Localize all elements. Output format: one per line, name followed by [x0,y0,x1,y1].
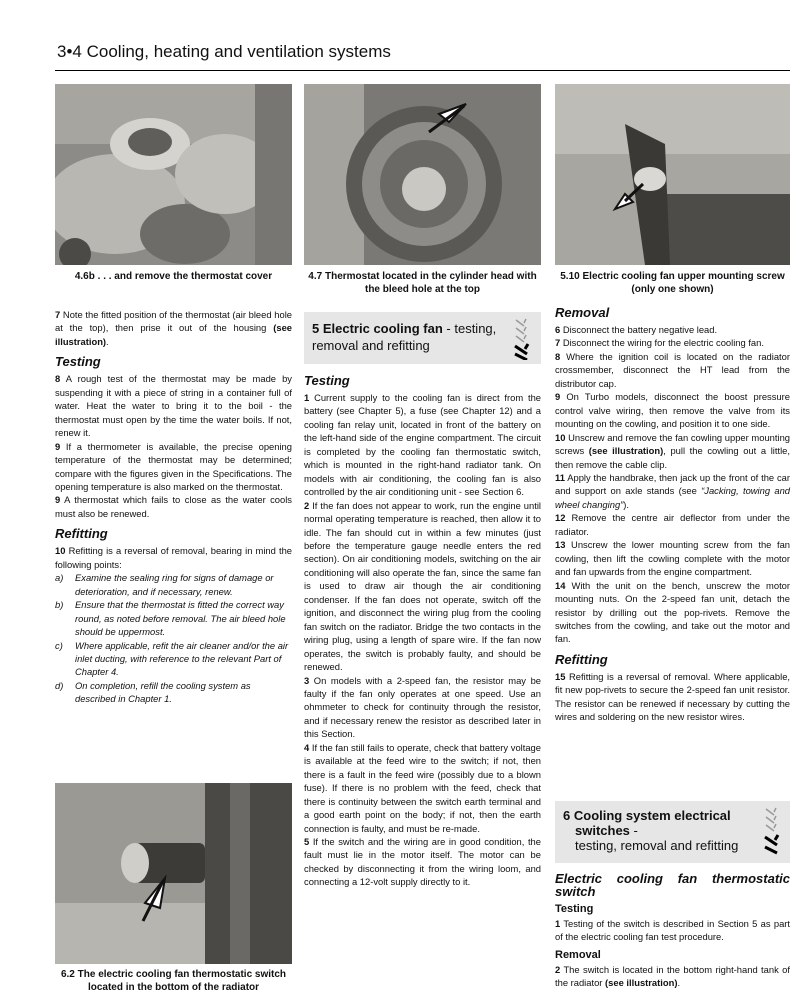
paragraph-6: 6 Disconnect the battery negative lead. [555,324,718,335]
difficulty-rating-icon [762,805,786,857]
column-1 [55,308,292,706]
section-5-title: 5 Electric cooling fan - testing, removal and refitting [312,321,497,353]
photo-fan-mounting-screw [555,84,790,265]
paragraph-5: 5 If the switch and the wiring are in good condition, the fault must lie in the motor itself. The motor can be checked by disconnecting it from the wiring loom, and connecting a 12-volt supply directly to it. [304,835,541,888]
photo-thermostat-cylinder-head [304,84,541,265]
paragraph-2: 2 If the fan does not appear to work, run the engine until normal operating temperature is reached, then allow it to idle. The fan should cut in within a few minutes (just before the temperature gauge needle enters the red section). On air conditioning models, switching on the air conditioning will also operate the fan, since the same fan is used to draw air though the air conditioning condenser. If the fan does not operate, switch off the ignition, and disconnect the wiring plug from the cooling fan switch on the radiator. Bridge the two contacts in the wiring plug, using a length of spare wire. If the fan now operates, the switch is probably faulty, and should be renewed. [304,499,541,673]
list-item: d) On completion, refill the cooling system as described in Chapter 1. [55,679,251,705]
paragraph-10: 10 Refitting is a reversal of removal, bearing in mind the following points: [55,545,292,570]
heading-refitting: Refitting [55,526,108,542]
heading-refitting: Refitting [555,651,608,667]
paragraph-11: 11 Apply the handbrake, then jack up the front of the car and support on axle stands (see “Jacking, towing and wheel changing”). [555,471,790,510]
difficulty-rating-icon [512,316,536,360]
paragraph-13: 13 Unscrew the lower mounting screw from the fan cowling, then lift the cowling complete with the motor and fan upwards from the engine compartment. [555,539,791,578]
paragraph-7: 7 Note the fitted position of the thermostat (air bleed hole at the top), then prise it out of the housing (see illustration). [55,309,292,347]
column-2 [304,367,541,889]
section-6-heading-box [555,801,790,863]
caption-6-2: 6.2 The electric cooling fan thermostatic switch located in the bottom of the radiator [60,969,287,993]
paragraph-7: 7 Disconnect the wiring for the electric cooling fan. [555,337,764,349]
page-number: 3•4 [57,42,82,61]
paragraph-2: 2 The switch is located in the bottom right-hand tank of the radiator (see illustration). [555,963,790,989]
section-6-title: 6 Cooling system electrical switches - testing, removal and refitting [563,808,739,853]
paragraph-8: 8 Where the ignition coil is located on the radiator crossmember, disconnect the HT lead from the distributor cap. [555,350,790,389]
column-3 [555,302,790,724]
heading-testing: Testing [304,373,350,388]
subheading-testing: Testing [555,903,594,915]
subheading-removal: Removal [555,948,601,961]
paragraph-1: 1 Current supply to the cooling fan is direct from the battery (see Chapter 5), a fuse (see Chapter 12) and a cooling fan relay unit, located in front of the battery on the left-hand side of the engine compartment. The circuit is completed by the cooling fan thermostatic switch, which is mounted in the right-hand radiator tank. On models with air conditioning, the cooling fan is also controlled by the air conditioning unit - see Section 6. [304,392,542,498]
column-3-lower [555,872,790,990]
photo-thermostat-cover [55,84,292,265]
list-item: a) Examine the sealing ring for signs of damage or deterioration, and if necessary, renew. [55,572,274,597]
paragraph-8: 8 A rough test of the thermostat may be made by suspending it with a piece of string in a container full of water. Heat the water to bring it to the boil - the thermostat must open by the time the water boils. If not, renew it. [55,373,292,439]
paragraph-9: 9 On Turbo models, disconnect the boost pressure control valve wiring, then remove the valve from its mounting on the cowling, and position it to one side. [555,391,790,430]
section-5-heading-box [304,312,541,364]
caption-5-10: 5.10 Electric cooling fan upper mounting screw (only one shown) [560,271,785,295]
list-item: b) Ensure that the thermostat is fitted the correct way round, as noted before removal. The air bleed hole should be uppermost. [55,599,286,638]
paragraph-4: 4 If the fan still fails to operate, check that battery voltage is available at the feed wire to the switch; if not, then there is a fault in the feed wire (possibly due to a blown fuse). If there is no problem with the feed, check that there is continuity between the switch earth terminal and a good earth point on the body; if not, then the earth connection is faulty, and must be re-made. [304,741,541,834]
chapter-title: Cooling, heating and ventilation systems [86,42,391,61]
page-header [57,42,391,62]
heading-electric-cooling-fan-switch: Electric cooling fan thermostatic switch [555,871,790,899]
heading-testing: Testing [55,354,101,370]
paragraph-10: 10 Unscrew and remove the fan cowling upper mounting screws (see illustration), pull the cowling out a little, then remove the cable clip. [555,431,790,470]
paragraph-9: 9 If a thermometer is available, the precise opening temperature of the thermostat may be determined; compare with the figures given in the Specifications. The opening temperature is also marked on the thermostat. [55,440,292,492]
heading-removal: Removal [555,305,610,320]
caption-4-6b: 4.6b . . . and remove the thermostat cover [74,271,273,282]
paragraph-9b: 9 A thermostat which fails to close as the water cools must also be renewed. [55,494,292,519]
paragraph-14: 14 With the unit on the bench, unscrew the motor mounting nuts. On the 2-speed fan unit, detach the resistor by drilling out the pop-rivets. Remove the switches from the cowling, and take out the motor and fan. [555,579,791,645]
refit-points-list [55,571,292,706]
header-rule [55,70,790,71]
paragraph-15: 15 Refitting is a reversal of removal. Where applicable, fit new pop-rivets to secure the 2-speed fan unit resistor. The resistor can be renewed if necessary by cutting the wires and soldering on the new resistor wires. [555,670,791,723]
photo-fan-thermostatic-switch [55,783,292,964]
paragraph-3: 3 On models with a 2-speed fan, the resistor may be faulty if the fan only operates at one speed. Use an ohmmeter to check for continuity through the resistor, and if necessary renew the resistor as described later in this Section. [304,674,541,740]
list-item: c) Where applicable, refit the air cleaner and/or the air inlet ducting, with reference to the relevant Part of Chapter 4. [55,639,289,678]
paragraph-1: 1 Testing of the switch is described in Section 5 as part of the electric cooling fan test procedure. [555,918,791,943]
caption-4-7: 4.7 Thermostat located in the cylinder head with the bleed hole at the top [308,271,537,295]
paragraph-12: 12 Remove the centre air deflector from under the radiator. [555,512,790,537]
